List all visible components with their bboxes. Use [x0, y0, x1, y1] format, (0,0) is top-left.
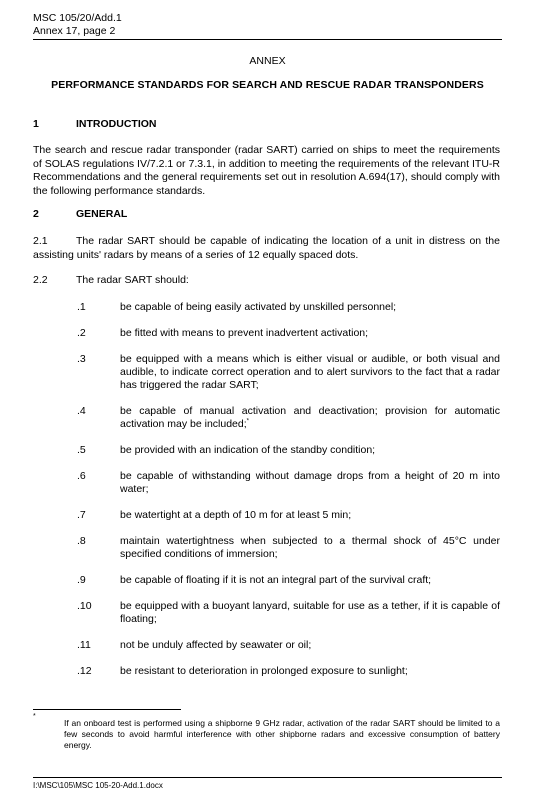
section-heading-introduction	[33, 118, 157, 130]
item-text: be capable of manual activation and deactivation; provision for automatic activation may be included;	[120, 405, 500, 430]
section-title: GENERAL	[76, 208, 128, 220]
list-item	[77, 353, 500, 392]
item-text: be resistant to deterioration in prolonged exposure to sunlight;	[120, 665, 408, 677]
header-rule	[33, 39, 502, 40]
list-item	[77, 665, 500, 678]
footnote-reference: *	[246, 418, 249, 425]
paragraph-number: 2.1	[33, 235, 48, 247]
paragraph-2-2	[33, 274, 500, 288]
item-number: .11	[77, 639, 91, 651]
footer-rule	[33, 777, 502, 778]
footer-file-path: I:\MSC\105\MSC 105-20-Add.1.docx	[33, 781, 163, 790]
item-text: be capable of withstanding without damage drops from a height of 20 m into water;	[120, 470, 500, 495]
item-text: be fitted with means to prevent inadvertent activation;	[120, 327, 369, 339]
item-number: .5	[77, 444, 86, 456]
list-item	[77, 444, 500, 457]
annex-label: ANNEX	[249, 55, 286, 67]
item-number: .4	[77, 405, 86, 417]
list-item	[77, 470, 500, 496]
annex-page-ref: Annex 17, page 2	[33, 25, 116, 37]
item-number: .6	[77, 470, 86, 482]
list-item	[77, 639, 500, 652]
item-number: .3	[77, 353, 86, 365]
item-number: .8	[77, 535, 86, 547]
item-number: .1	[77, 301, 86, 313]
list-item	[77, 509, 500, 522]
footnote-separator	[33, 709, 181, 710]
item-text: maintain watertightness when subjected to a thermal shock of 45°C under specified conditions of immersion;	[120, 535, 500, 560]
document-symbol: MSC 105/20/Add.1	[33, 12, 122, 24]
section-title: INTRODUCTION	[76, 118, 157, 130]
list-item	[77, 535, 500, 561]
footnote-mark: *	[33, 713, 36, 720]
list-item	[77, 405, 500, 431]
item-number: .12	[77, 665, 92, 677]
list-item	[77, 301, 500, 314]
item-text: not be unduly affected by seawater or oil;	[120, 639, 312, 651]
item-number: .2	[77, 327, 86, 339]
list-item	[77, 600, 500, 626]
item-number: .7	[77, 509, 86, 521]
intro-paragraph: The search and rescue radar transponder (radar SART) carried on ships to meet the requirements of SOLAS regulations IV/7.2.1 or 7.3.1, in addition to meeting the requirements of the relevant ITU-R Recommendations and the general requirements set out in resolution A.694(17), should comply with the following performance standards.	[33, 144, 500, 197]
section-number: 1	[33, 118, 39, 130]
paragraph-text: The radar SART should:	[76, 274, 189, 286]
item-text: be capable of floating if it is not an integral part of the survival craft;	[120, 574, 432, 586]
item-text: be equipped with a means which is either visual or audible, or both visual and audible, to indicate correct operation and to alert survivors to the fact that a radar has triggered the radar SART;	[120, 353, 500, 391]
item-text: be equipped with a buoyant lanyard, suitable for use as a tether, if it is capable of floating;	[120, 600, 500, 625]
paragraph-2-1	[33, 235, 500, 262]
document-header	[33, 12, 122, 38]
footnote-text: If an onboard test is performed using a shipborne 9 GHz radar, activation of the radar SART should be limited to a few seconds to avoid harmful interference with other shipborne radars and excessive consumption of battery energy.	[64, 718, 500, 750]
document-title: PERFORMANCE STANDARDS FOR SEARCH AND RESCUE RADAR TRANSPONDERS	[51, 79, 484, 91]
item-text-wrap	[120, 405, 500, 431]
list-item	[77, 574, 500, 587]
paragraph-number: 2.2	[33, 274, 48, 286]
section-heading-general	[33, 208, 127, 220]
item-number: .10	[77, 600, 92, 612]
item-number: .9	[77, 574, 86, 586]
item-text: be capable of being easily activated by unskilled personnel;	[120, 301, 397, 313]
paragraph-text: The radar SART should be capable of indicating the location of a unit in distress on the assisting units' radars by means of a series of 12 equally spaced dots.	[33, 235, 500, 261]
list-item	[77, 327, 500, 340]
item-text: be provided with an indication of the standby condition;	[120, 444, 376, 456]
item-text: be watertight at a depth of 10 m for at least 5 min;	[120, 509, 352, 521]
section-number: 2	[33, 208, 39, 220]
